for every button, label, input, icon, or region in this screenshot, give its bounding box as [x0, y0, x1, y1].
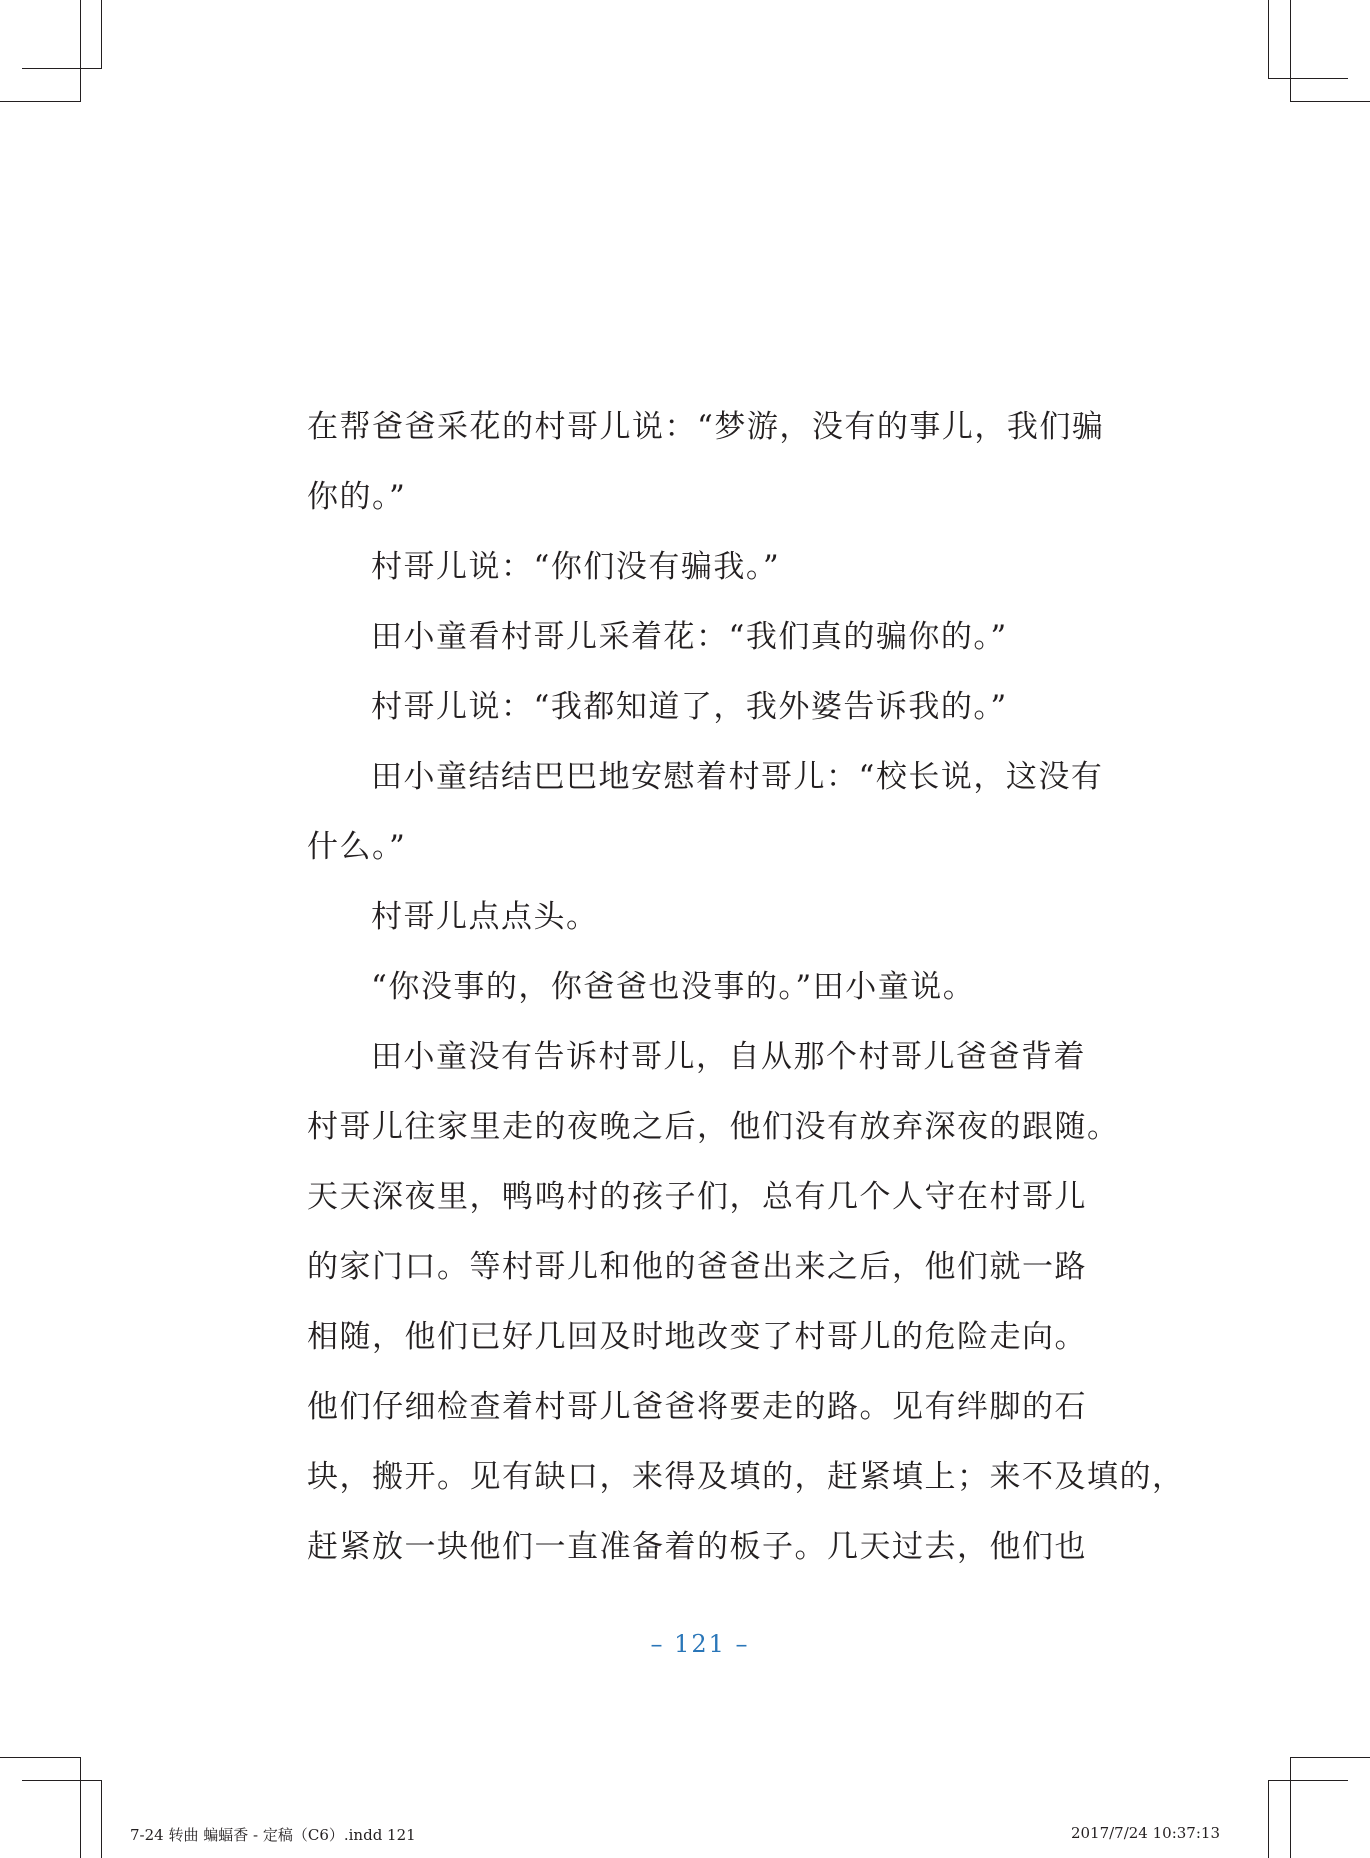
crop-mark-top-left-h — [22, 68, 102, 69]
text-line: 村哥儿点点头。 — [371, 899, 599, 935]
crop-mark-bottom-left-h2 — [22, 1780, 102, 1781]
crop-mark-top-right-v2 — [1290, 0, 1291, 101]
crop-mark-top-left-v2 — [80, 0, 81, 102]
slug-file-info: 7-24 转曲 蝙蝠香 - 定稿（C6）.indd 121 — [130, 1826, 416, 1844]
crop-mark-top-right-h — [1268, 78, 1348, 79]
text-line: 块，搬开。见有缺口，来得及填的，赶紧填上；来不及填的， — [307, 1459, 1185, 1495]
crop-mark-bottom-right-h2 — [1268, 1780, 1348, 1781]
text-line: 田小童看村哥儿采着花：“我们真的骗你的。” — [371, 619, 1008, 655]
text-line: “你没事的，你爸爸也没事的。”田小童说。 — [371, 969, 976, 1005]
crop-mark-top-left-h2 — [0, 101, 80, 102]
text-line: 村哥儿往家里走的夜晚之后，他们没有放弃深夜的跟随。 — [307, 1109, 1120, 1145]
crop-mark-top-left-v — [101, 0, 102, 68]
text-line: 天天深夜里，鸭鸣村的孩子们，总有几个人守在村哥儿 — [307, 1179, 1087, 1215]
crop-mark-bottom-right-v2 — [1268, 1780, 1269, 1858]
body-text — [307, 392, 1185, 1582]
crop-mark-bottom-left-v2 — [101, 1780, 102, 1858]
text-line: 相随，他们已好几回及时地改变了村哥儿的危险走向。 — [307, 1319, 1087, 1355]
text-line: 什么。” — [307, 829, 407, 865]
text-line: 赶紧放一块他们一直准备着的板子。几天过去，他们也 — [307, 1529, 1087, 1565]
text-line: 在帮爸爸采花的村哥儿说：“梦游，没有的事儿，我们骗 — [307, 409, 1105, 445]
text-line: 的家门口。等村哥儿和他的爸爸出来之后，他们就一路 — [307, 1249, 1087, 1285]
crop-mark-top-right-h2 — [1290, 101, 1370, 102]
text-line: 他们仔细检查着村哥儿爸爸将要走的路。见有绊脚的石 — [307, 1389, 1087, 1425]
text-line: 田小童结结巴巴地安慰着村哥儿：“校长说，这没有 — [371, 759, 1104, 795]
slug-timestamp: 2017/7/24 10:37:13 — [1070, 1824, 1220, 1842]
page-number: – 121 – — [650, 1630, 750, 1658]
text-line: 你的。” — [307, 479, 407, 515]
crop-mark-bottom-right-h — [1290, 1757, 1370, 1758]
crop-mark-top-right-v — [1268, 0, 1269, 78]
text-line: 村哥儿说：“我都知道了，我外婆告诉我的。” — [371, 689, 1008, 725]
crop-mark-bottom-left-v — [80, 1757, 81, 1858]
crop-mark-bottom-left-h — [0, 1757, 80, 1758]
text-line: 田小童没有告诉村哥儿，自从那个村哥儿爸爸背着 — [371, 1039, 1086, 1075]
crop-mark-bottom-right-v — [1290, 1757, 1291, 1858]
text-line: 村哥儿说：“你们没有骗我。” — [371, 549, 781, 585]
